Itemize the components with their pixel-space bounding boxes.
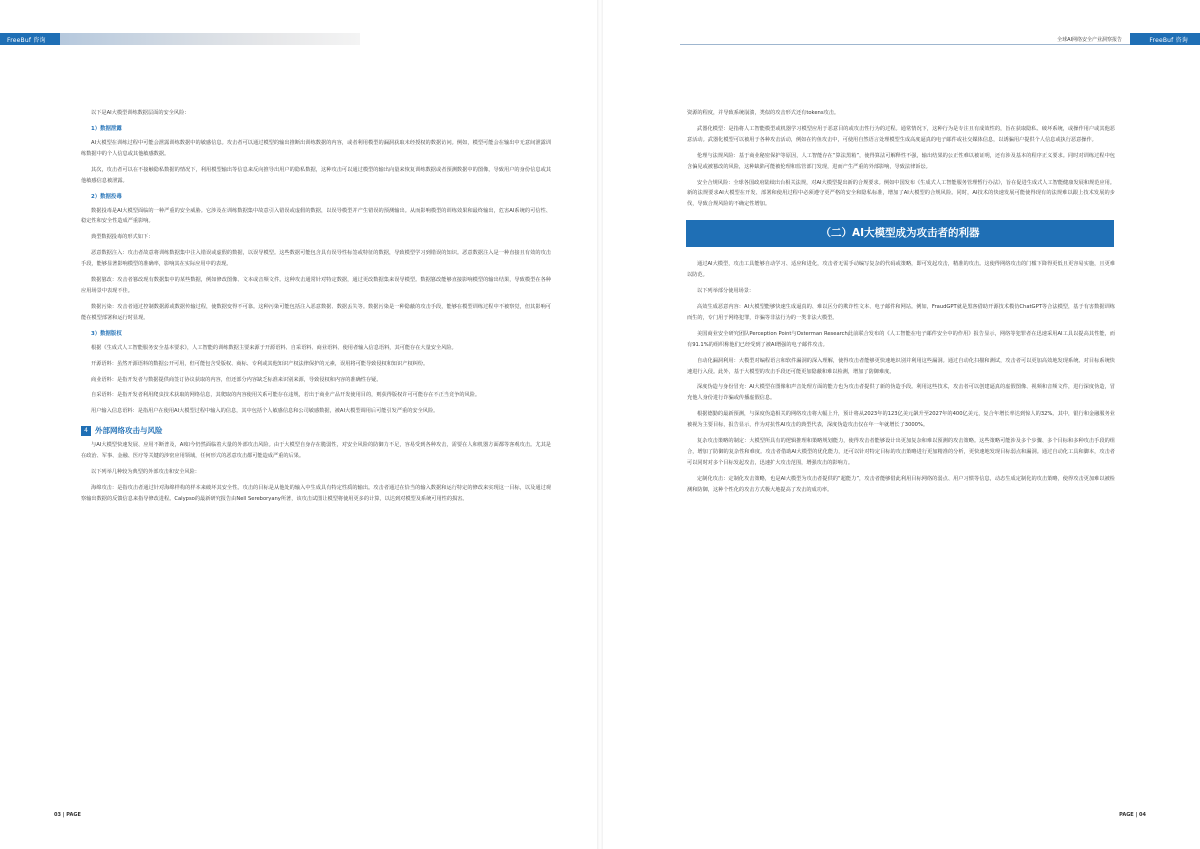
right-header-logo-text: FreeBuf 咨询 (1149, 37, 1188, 44)
paragraph: 武器化模型：是指将人工智能模型或机器学习模型应用于恶意目的或攻击性行为的过程。通常情况下，这种行为是专注且有成效性的，旨在获取隐私、破坏系统，或操作用户或其他恶意活动。武器化模型可以被用于各种攻击活动，例如在钓鱼攻击中，可使用自然语言处理模型生成高度逼真的电子邮件或社交媒体信息，以诱骗用户提供个人信息或执行恶意操作。 (687, 125, 1115, 143)
paragraph: 数据篡改：攻击者篡改现有数据集中的某些数据，例如修改图像、文本或音频文件。这种攻击通常针对特定数据，通过更改数据集来误导模型。数据篡改能够直接影响模型的输出结果，导致模型在各种应用场景中表现不佳。 (81, 277, 551, 294)
paragraph: 深度伪造与身份冒充：AI大模型在图像和声音处理方面的能力也为攻击者提供了新的伪造手段。利用这些技术，攻击者可以创建逼真的虚假图像、视频和音频文件，进行深度伪造，冒充他人身份进行诈骗或传播虚假信息。 (687, 384, 1115, 402)
left-header-logo-text: FreeBuf 咨询 (7, 37, 46, 44)
paragraph: 美国商业安全研究团队Perception Point与Osterman Research此前联合发布的《人工智能在电子邮件安全中的作用》报告显示，网络等犯罪者在迅速采用AI工具以提高其性能，而有91.1%的组织称他们已经受到了被AI增强的电子邮件攻击。 (687, 330, 1115, 348)
paragraph: 复杂攻击策略的制定：大模型所具有的逻辑推理和策略规划能力，使得攻击者能够设计出更加复杂和难以预测的攻击策略。这些策略可能涉及多个步骤、多个目标和多种攻击手段的组合，增加了防御的复杂性和难度。攻击者借助AI大模型的优化能力，还可以针对特定目标的攻击策略进行更加精准的分析，更快速地发现目标弱点和漏洞。通过自动化工具和脚本，攻击者可以同时对多个目标发起攻击，迅速扩大攻击范围，增强攻击的影响力。 (687, 438, 1115, 466)
paragraph: 高效生成恶意内容：AI大模型能够快速生成逼真的、难以区分的欺诈性文本、电子邮件和网站。例如，FraudGPT就是黑客借助开源技术模仿ChatGPT等合法模型，基于有害数据训练而生的，专门用于网络犯罪，诈骗等非法行为的一类非法大模型。 (687, 303, 1115, 321)
section-banner: （二）AI大模型成为攻击者的利器 (686, 220, 1114, 247)
paragraph: 数据投毒是AI大模型面临的一种严重的安全威胁。它涉及在训练数据集中故意引入错误或虚假的数据，以误导模型并产生错误的预测输出。从而影响模型的训练效果和最终输出，危害AI系统的可信性、稳定性和安全性造成严重影响。 (81, 207, 551, 225)
paragraph: 根据德勤的最新预测，与深度伪造相关的网络攻击将大幅上升，预计将从2023年的123亿美元飙升至2027年的400亿美元，复合年增长率达到惊人的32%。其中，银行和金融服务业被视为主要目标，报告显示，作为对抗性AI攻击的典型代表，深度伪造攻击仅在年一年就增长了3000%。 (687, 411, 1115, 429)
paragraph: 用户输入信息语料：是指用户在使用AI大模型过程中输入的信息，其中包括个人敏感信息和公司敏感数据，被AI大模型调用后可能引发严重的安全风险。 (91, 408, 439, 415)
paragraph: 自采语料：是指开发者利用爬虫技术获取的网络信息，其爬取的内容使用关系可能存在违规，若出于商业产品开发使用目的，则获得版权许可可能存在不正当竞争的风险。 (91, 392, 481, 399)
paragraph: 伦理与法规风险：基于商业秘密保护等原因，人工智能存在“算法黑箱”，使得算法可解释性不强，输出结果的公正性难以被证明，还有涉及基本的程序正义要求。同时对训练过程中包含偏见或被篡改的风险，这种缺陷可能被伦理和监管部门发现，进而产生严重的外部影响，导致法律诉讼。 (687, 152, 1115, 170)
paragraph: 典型数据投毒的形式如下： (91, 234, 154, 241)
section-heading (81, 425, 551, 436)
paragraph: 以下是AI大模型训练数据层面的安全风险： (91, 110, 190, 116)
paragraph: 以下列举几种较为典型的外部攻击和安全风险： (91, 469, 200, 476)
right-page-number: PAGE | 04 (1119, 812, 1146, 818)
paragraph: 恶意数据注入：攻击者故意将训练数据集中注入错误或虚假的数据，以误导模型。这些数据可能包含具有误导性标签或特征的数据，导致模型学习到错误的知识。恶意数据注入是一种直接且有效的攻击手段，能够显著影响模型的准确率，影响其在实际应用中的表现。 (81, 250, 551, 268)
subheading-data-poisoning: 2）数据投毒 (91, 193, 122, 200)
left-page-body (81, 108, 551, 510)
paragraph: 数据污染：攻击者通过控制数据源或数据传输过程，使数据变得不可靠。这种污染可能包括注入恶意数据、数据丢失等。数据污染是一种隐蔽的攻击手段，能够在模型训练过程中不被察觉，但其影响可能在模型部署和运行时显现。 (81, 303, 551, 321)
paragraph: 定制化攻击：定制化攻击策略，也是AI大模型为攻击者提供的“超能力”，攻击者能够借此利用目标网络的弱点、用户习惯等信息，动态生成定制化的攻击策略，使得攻击更加难以被检测和防御，这种个性化的攻击方式极大地提高了攻击的成功率。 (687, 475, 1115, 493)
paragraph: 安全合规风险：全球各国政府陆续出台相关法规，对AI大模型提出新的合规要求。例如中国发布《生成式人工智能服务管理暂行办法》，旨在促进生成式人工智能健康发展和规范应用。新的法规要求AI大模型在开发、部署和使用过程中必须遵守更严格的安全和隐私标准，增加了AI大模型的合规风险。同时，AI技术的快速发展可能使得现有的法规难以跟上技术发展的步伐，导致合规风险的不确定性增加。 (687, 179, 1115, 208)
paragraph: 海绵攻击：是指攻击者通过针对海绵样构的样本来破坏其安全性。攻击的目标是从他处的输入中生成具有特定性质的输出。攻击者通过在恰当的输入数据和运行特定的修改来实现这一目标，以及通过观察输出数据的反馈信息来指导修改进程。Calypso的最新研究报告由Nell Sereboryany所著，该攻击试图让模型将使用更多的计算，以达到对模型及系统可用性的损害。 (81, 484, 551, 502)
right-page-body (687, 108, 1115, 501)
paragraph: 其次，攻击者可以在不接触隐私数据的情况下，利用模型输出等信息来反向推导出用户的隐私数据，这种攻击可以通过模型的输出向量来恢复训练数据或者预测数据中的图像，导致用户的身份信息或其他敏感信息被泄露。 (81, 166, 551, 184)
section-number-badge: 4 (81, 426, 91, 436)
section-title: 外部网络攻击与风险 (95, 426, 163, 436)
paragraph: 资源的程度，并导致系统崩溃，类似的攻击形式还有tokens攻击。 (687, 110, 840, 116)
left-page-number: 03 | PAGE (54, 812, 81, 818)
left-header-gradient-bar (60, 33, 360, 45)
paragraph: 商业语料：是指开发者与数据提供商签订协议获取的内容，但还部分内容缺乏标准来识别来源，导致侵权和内容的准确性存疑。 (91, 376, 382, 383)
paragraph: 与AI大模型快速发展、应用不断普及，AI如今仍然面临着大量的外部攻击风险。由于大模型自身存在脆弱性，对安全风险的防御力不足，容易受到各种攻击，需要在人和机器方面都等客观攻击。尤其是在政治、军事、金融、医疗等关键的涉密应用领域，任何形式的恶意攻击都可能造成严重的后果。 (81, 442, 551, 460)
subheading-data-leak: 1）数据泄露 (91, 125, 122, 132)
paragraph: 根据《生成式人工智能服务安全基本要求》，人工智能的训练数据主要来源于开源语料、自采语料、商业语料、使用者输入信息语料，其可能存在大量安全风险。 (91, 344, 457, 351)
right-header-rule (680, 44, 1130, 45)
paragraph: 通过AI大模型，攻击工具能够自动学习、适应和进化，攻击者无需手动编写复杂的代码或策略，即可发起攻击，精准的攻击。这使得网络攻击的门槛下降得更低且更容易实施，且更难以防范。 (687, 261, 1115, 279)
paragraph: AI大模型在训练过程中可能会泄露训练数据中的敏感信息。攻击者可以通过模型的输出推断出训练数据的内容，或者利用模型的漏洞获取未经授权的数据访问。例如，模型可能会在输出中无意间泄露训练数据中的个人信息或其他敏感数据。 (81, 139, 551, 157)
paragraph: 自动化漏洞利用：大模型对编程语言和软件漏洞的深入理解，使得攻击者能够更快速地识别并利用这些漏洞。通过自动化扫描和测试，攻击者可以更加高效地发现系统、对目标系统快速进行入侵。此外，基于大模型的攻击手段还可能更加隐蔽和难以检测，增加了防御难度。 (687, 357, 1115, 375)
subheading-data-copyright: 3）数据版权 (91, 330, 122, 337)
right-page (600, 0, 1200, 849)
book-spine (597, 0, 603, 849)
paragraph: 以下列举部分使用场景： (697, 288, 755, 295)
right-header-title: 全球AI网络安全产业洞察报告 (1057, 37, 1122, 43)
paragraph: 开源语料：虽然开源语料的数据公开可用，但可能包含受版权、商标、专利或其他知识产权法律保护的元素，误用将可能导致侵权和知识产权纠纷。 (91, 360, 429, 367)
